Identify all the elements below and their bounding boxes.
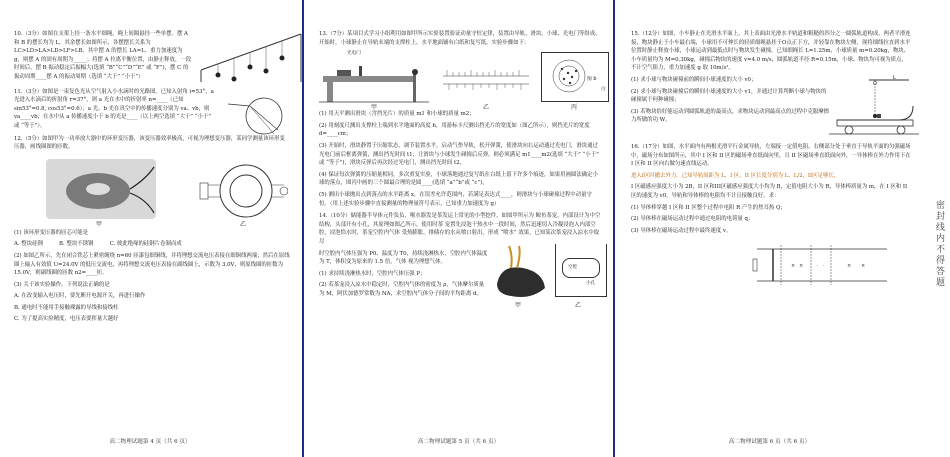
question-14-2: (2) 若茶宠浸入凉水中稳定时，空腔内气体的密度为 ρ，气体摩尔质量为 M，阿伏加德罗常数为 NA，求空腔内气体分子间的平均距离 d。 <box>319 282 485 297</box>
transformer-photo <box>46 159 156 219</box>
magnetic-field-figure <box>751 241 891 289</box>
question-12-1: (1) 该环形变压器的匝芯可能是 <box>14 229 89 236</box>
question-13-1: (1) 用天平测出滑块（含挡光片）的质量 m1 和小球的质量 m2； <box>319 111 475 118</box>
question-15: 15.（12分）如图，小车静止在光滑水平面上，其上表面由光滑水平轨道和粗糙的四分之一圆弧轨道构成，两者平滑连接，物块静止于小车最右端，小球用不可伸长的轻质细绳悬挂于O点正下方，并轻靠在物块左侧，现将细线拉直到水平位置时静止释放小球，小球运动到最低点时与物块发生碰撞，已知细绳长 L=1.25m，小球质量 m=0.20kg，物块、小车质量均为 M=0.30kg，碰撞后物块的速度 v=4.0 m/s，圆弧轨道半径 R=0.15m，小球、物块均可视为质点，不计空气阻力，重力加速度 g 取 10m/s²。 <box>631 31 911 72</box>
page-4 <box>0 0 300 457</box>
light-gate-label: 光电门 <box>347 51 361 57</box>
page-6 <box>617 0 922 457</box>
question-14-1: (1) 求持续浇淋热水时，空腔内气体压强 P； <box>319 270 426 277</box>
figure-label-yi: 乙 <box>575 301 582 309</box>
question-12-3-option-a: A. 在改变输入电压时，要先断开电源开关，再进行操作 <box>14 293 146 300</box>
question-14: 14.（10分）储能器半导体元件负负，喉水器发是茶发运上常见的小型挖件，如图甲所示为 鲸鱼茶宠，内部设计为中空结构，头部开有小孔，其原理如图乙所示，使用时茶 宠置先浸泡干热水中一段时间，然后迅速切入冷凝浸泡入内部空腔，浸泡恰水时，茶宠空腔内气体 受热膨胀，排储存的水从喷口射出，形成 “喷水” 效果，已知某次茶宠浸入凉水中取尽 <box>319 213 601 245</box>
page-4-footer: 高二物理试题第 4 页（共 6 页） <box>109 439 191 446</box>
page-divider-right <box>613 0 615 457</box>
figure-label-bai: 白 <box>601 87 606 93</box>
question-10: 10.（3分）如图在支架上挂一条水平细绳，绳上间隔悬挂一些单摆。摆 A 和 B 的摆长均为 L，其余摆长如图所示，各摆摆长关系为 LC>LD>LA>LD>LF>LB，其中摆 A 的摆长 LA=L。重力加速度为 g，则摆 A 的固有周期为_____；将摆 A 拉离平衡位置，由静止释放，一段时间后，摆 B 振动稳定后振幅大(选填 “B”“C”“D”“E” 或 “F”)，摆 C 的振动周期____摆 A 的振动周期（选填 “大于” “小于”） <box>14 31 192 80</box>
question-16-3: (3) 导体棒在磁场运动过程中最终速度 v。 <box>631 227 732 234</box>
air-track-figure <box>319 54 429 104</box>
question-16-1: (1) 导体棒穿越 I 区和 II 区整个过程中电阻 R 产生的焦耳热 Q； <box>631 204 786 211</box>
page-divider-left <box>302 0 304 457</box>
question-12-3: (3) 关于该实验操作，下列说法正确的是 <box>14 281 110 288</box>
figure-label-yi: 乙 <box>483 104 490 112</box>
svg-text:×: × <box>791 263 796 270</box>
question-12-options: A. 整块硅钢 B. 整块不锈钢 C. 彼此绝缘的硅钢片卷制而成 <box>14 241 182 248</box>
page-6-footer: 高二物理试题第 6 页（共 6 页） <box>728 439 811 446</box>
figure-label-jia: 甲 <box>371 104 378 112</box>
question-15-3: (3) 若物块恰好能运动到圆弧轨道的最高点，求物块运动到最高点的过程中克服摩擦力所做的功 W。 <box>631 108 830 124</box>
svg-text:×: × <box>861 263 866 270</box>
pendulum-figure <box>196 30 306 82</box>
svg-text:·: · <box>823 263 825 270</box>
question-12-3-option-c: C. 为了提高实验精度，电压表要挥量大越好 <box>14 316 119 323</box>
question-12-2: (2) 如图乙所示，先在闭合铁芯上紧密缠绕 n=60 匝漆包细铜线，并将理想交流电压表接在细铜线两端；然后在原线圈上输入有效值 U=24.0V 的低压交流电，再将理想交流电压表接在副线圈上，示数为 3.0V，则原线圈的匝数为 15.0V，则副线圈的匝数 n2=____匝。 <box>14 252 290 277</box>
question-13-2: (2) 用刻度尺测出支撑柱上端到水平地面的高度 h，用游标卡尺测出挡光片的宽度如（图乙所示），则挡光片的宽度 d=____cm； <box>319 122 590 138</box>
figure-label-yi: 乙 <box>240 220 247 228</box>
figure-label-jia: 甲 <box>515 301 522 309</box>
question-13: 13.（7分）某项目式学习小组利用如图甲所示实验装置验证动量守恒定律，装置由导轨、滑块、小球、光电门等组成，开始时，小球静止在导轨末端的支撑柱上，水平地面铺有白纸和复写纸，实验步骤如下： <box>319 31 601 46</box>
svg-text:×: × <box>847 263 852 270</box>
svg-text:·: · <box>817 263 819 270</box>
seal-line-notice: 密封线内不得答题 <box>934 200 944 288</box>
question-13-3: (3) 开始时，滑块静置于压缩状态，调节装置水平，启动气垫导轨，松开弹簧，使滑块向右运动通过光电门，滑块通过光电门前后框离弹簧，测出挡光时间 t1；让滑块与小球发生碰撞后反弹，则必须满足 m1____m2(选填 “大于” “小于” 或 “等于”)，滑块反弹后再次经过光电门，测出挡光时间 t2， <box>319 142 599 167</box>
landing-marks-figure <box>541 52 609 102</box>
question-12-3-option-b: B. 通电时不能用手接触裸露的导线和接线柱 <box>14 304 119 311</box>
question-14-b: 时空腔内气体压强为 P0、温度为 T0，持续浇淋热水，空腔内气体温度为 T，体积变为原来的 1.5 倍，气体 视为理想气体。 <box>319 250 488 266</box>
question-16: 16.（17分）如图，水平面内有两根光滑平行金属导轨，左端接一定值电阻，右侧部分处于垂直于导轨平面的匀强磁场中，磁场分布如图所示，其中 I 区和 II 区的磁场垂直纸面向里，且 II 区磁场垂直纸面向外，一导体棒在外力作用下在 I 区和 II 区向右做匀速直线运动。 <box>631 143 911 168</box>
vernier-caliper-figure <box>441 62 531 102</box>
toroidal-coil-figure <box>198 155 288 227</box>
question-16-b: I 区磁感应强度大小为 2B，II 区和III区磁感应强度大小均为 B，定值电阻大小为 R，导体棒质量为 m，在 I 区和 II 区的速度为 v0，导轨和导体棒的电阻均不计且接触良好。求： <box>631 184 908 199</box>
figure-label-jia: 甲 <box>96 220 103 228</box>
cavity-label: 空腔 <box>568 264 578 270</box>
small-hole-label: 小孔 <box>586 280 596 286</box>
page-5 <box>305 0 612 457</box>
whale-teapet-figure <box>491 244 551 302</box>
question-11: 11.（3分）如图是一束复色光从空气射入小水滴时的光路图。已知入射角 i=53°，a 光进入水滴后的折射角 r=37°，则 a 光在水中的折射率 n=____（已知 sin53°=0.8, cos53°=0.6）；a 光、b 光在真空中的传播速度分别为 va、vb，则 va____vb；在水中从 a 传播速度小于 b 的光是____（以上两空选填 “大于” “小于” 或 “等于”）。 <box>14 88 214 129</box>
svg-text:×: × <box>799 263 804 270</box>
question-16-2: (2) 导体棒在磁场运动过程中通过电阻的电荷量 q； <box>631 216 754 223</box>
cavity-diagram <box>555 244 607 297</box>
page-5-footer: 高二物理试题第 5 页（共 6 页） <box>417 439 500 446</box>
water-drop-figure <box>226 90 296 138</box>
question-16-highlight: 进入I区时撤去外力。已知导轨间距为 L，I 区、II 区长度分别为 L、L/2，II区足够长， <box>631 172 840 179</box>
figure-label-bing: 丙 <box>571 104 578 112</box>
question-13-5: (5) 测出小球抛出点到落点的水平距离 x，在误差允许范围内，若满足表达式____，则滑块与小球碰撞过程中动量守恒。（用上述实验步骤中直接测量的物理量符号表示，已知重力加速度为 g） <box>319 191 592 207</box>
question-13-4: (4) 保证每次弹簧的压缩量相同，多次重复实验，小球落地通过复写纸在白纸上留下许多个痕迹，如果用画圆法确定小球的落点，图丙中画的三个圆最合理的是圆____(选填 “a”“b”或 “c”)。 <box>319 171 598 187</box>
question-15-1: (1) 求小球与物块碰撞前的瞬间小球速度的大小 v0； <box>631 76 757 83</box>
question-12: 12.（5分）如图甲为一功率放大器中的环形变压器，该变压器效率极高，可视为理想变压器，某同学测量该环形变压器，画线圈图的匝数。 <box>14 135 285 151</box>
question-15-2: (2) 求小球与物块碰撞后的瞬间小球速度的大小 v1，并通过计算判断小球与物块的碰撞属于何种碰撞； <box>631 88 827 104</box>
point-o-label: O <box>873 80 877 87</box>
length-l-label: L <box>893 74 896 81</box>
figure-label-tu-b: 图 b <box>587 77 597 83</box>
